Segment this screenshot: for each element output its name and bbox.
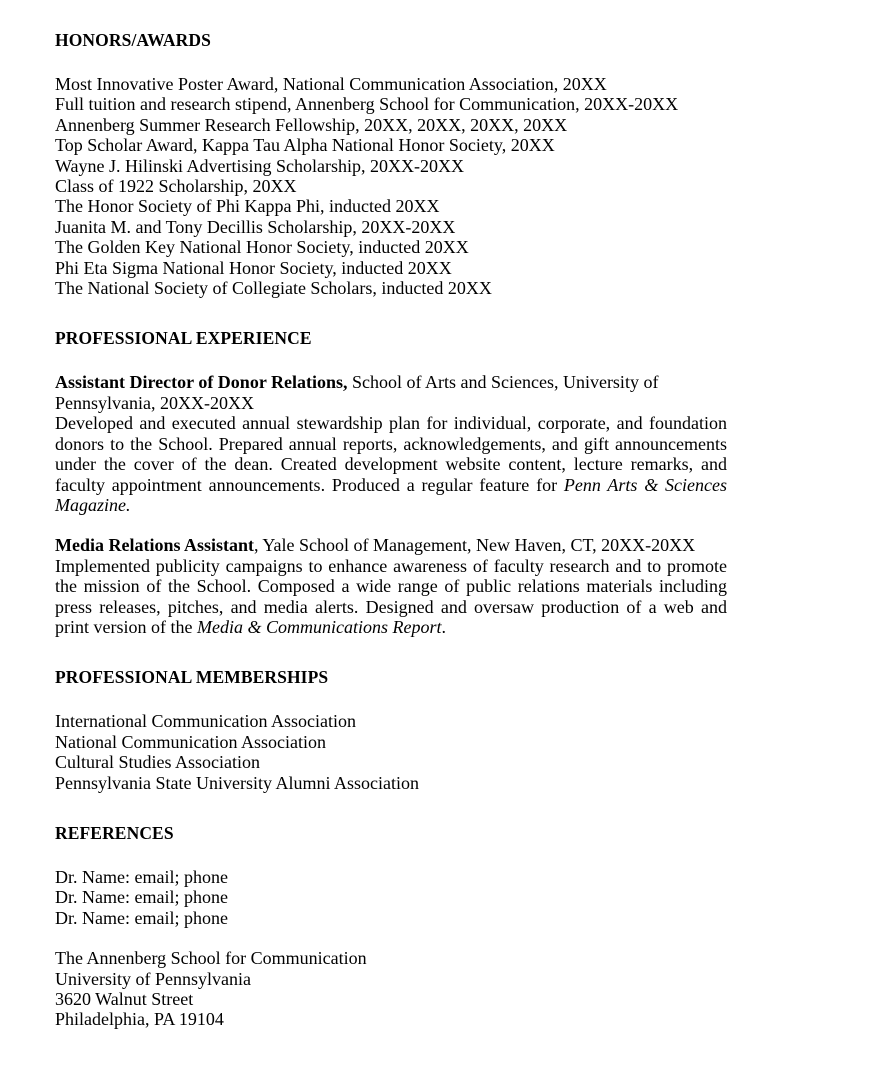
list-item: Juanita M. and Tony Decillis Scholarship, 20XX-20XX [55, 216, 456, 237]
experience-entry-description [55, 556, 727, 638]
section-heading-references: REFERENCES [55, 822, 174, 843]
experience-entry [55, 535, 727, 637]
list-item: Dr. Name: email; phone [55, 866, 228, 887]
document-body [55, 30, 843, 1030]
spacer [55, 844, 843, 867]
publication-title: Media & Communications Report [196, 616, 442, 637]
address-line: The Annenberg School for Communication [55, 948, 367, 969]
list-item: International Communication Association [55, 711, 356, 732]
list-item: Class of 1922 Scholarship, 20XX [55, 176, 297, 197]
section-heading-honors-awards: HONORS/AWARDS [55, 30, 211, 50]
memberships-list [55, 711, 727, 793]
address-line: Philadelphia, PA 19104 [55, 1009, 224, 1030]
description-text: Developed and executed annual stewardship plan for individual, corporate, and foundation donors to the School. Prepared annual reports, acknowledgements, and gift announcements under the cover of the dean. Created development website content, lecture remarks, and faculty appointment announcements. Produced a regular feature for [55, 413, 727, 495]
experience-entry-title [55, 535, 727, 555]
list-item: Wayne J. Hilinski Advertising Scholarship, 20XX-20XX [55, 155, 465, 176]
list-item: The National Society of Collegiate Scholars, inducted 20XX [55, 278, 492, 299]
description-tail: . [441, 616, 446, 637]
job-title: Assistant Director of Donor Relations, [55, 372, 348, 393]
honors-awards-list [55, 74, 727, 298]
spacer [55, 51, 843, 74]
list-item: Dr. Name: email; phone [55, 887, 228, 908]
experience-entry-title [55, 372, 727, 413]
spacer [55, 349, 843, 372]
section-honors-awards [55, 30, 843, 298]
description-text: Implemented publicity campaigns to enhance awareness of faculty research and to promote the mission of the School. Composed a wide range of public relations materials including press releases, pitches, and media alerts. Designed and oversaw production of a web and print version of the [55, 555, 727, 637]
job-organization: School of Arts and Sciences, University of Pennsylvania, 20XX-20XX [55, 372, 659, 413]
section-professional-experience [55, 328, 843, 637]
list-item: National Communication Association [55, 731, 326, 752]
address-line: University of Pennsylvania [55, 968, 251, 989]
list-item: Annenberg Summer Research Fellowship, 20XX, 20XX, 20XX, 20XX [55, 114, 568, 135]
spacer [55, 637, 843, 667]
list-item: Pennsylvania State University Alumni Association [55, 772, 419, 793]
list-item: The Honor Society of Phi Kappa Phi, inducted 20XX [55, 196, 440, 217]
section-professional-memberships [55, 667, 843, 793]
section-references [55, 823, 843, 1030]
spacer [55, 688, 843, 711]
list-item: Dr. Name: email; phone [55, 907, 228, 928]
experience-entry-description [55, 413, 727, 515]
list-item: Cultural Studies Association [55, 752, 260, 773]
list-item: Top Scholar Award, Kappa Tau Alpha National Honor Society, 20XX [55, 135, 555, 156]
spacer [55, 298, 843, 328]
list-item: Phi Eta Sigma National Honor Society, inducted 20XX [55, 257, 452, 278]
job-organization: , Yale School of Management, New Haven, CT, 20XX-20XX [254, 535, 696, 556]
publication-title: Penn Arts & Sciences Magazine. [55, 474, 727, 515]
address-block [55, 948, 727, 1030]
spacer [55, 793, 843, 823]
list-item: Full tuition and research stipend, Annenberg School for Communication, 20XX-20XX [55, 94, 679, 115]
list-item: Most Innovative Poster Award, National Communication Association, 20XX [55, 74, 607, 94]
section-heading-professional-memberships: PROFESSIONAL MEMBERSHIPS [55, 667, 329, 688]
references-list [55, 867, 727, 928]
spacer [55, 928, 843, 948]
section-heading-professional-experience: PROFESSIONAL EXPERIENCE [55, 328, 312, 349]
job-title: Media Relations Assistant [55, 535, 255, 556]
list-item: The Golden Key National Honor Society, inducted 20XX [55, 237, 469, 258]
experience-entry [55, 372, 727, 515]
spacer [55, 515, 843, 535]
address-line: 3620 Walnut Street [55, 989, 194, 1009]
